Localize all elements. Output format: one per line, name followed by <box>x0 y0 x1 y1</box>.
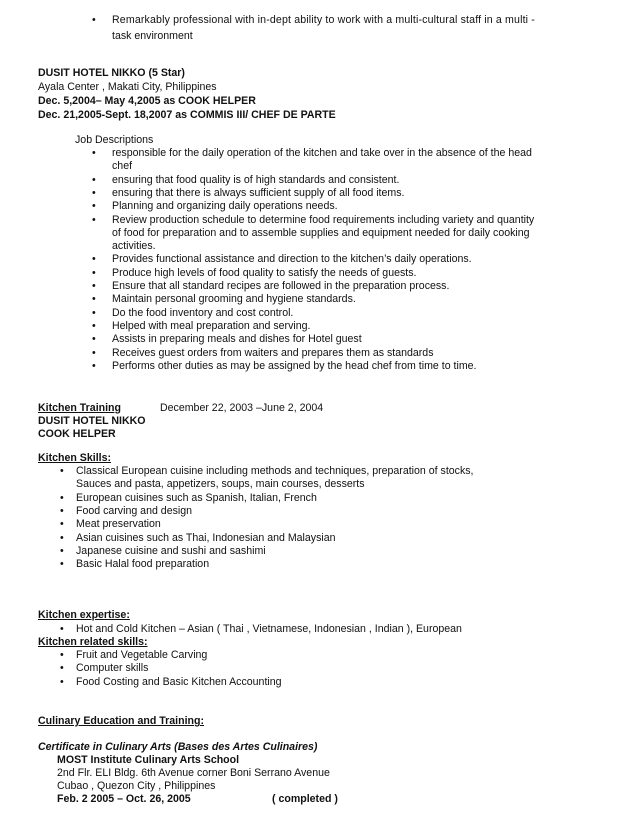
bullet-dot: • <box>92 359 96 372</box>
bullet-dot: • <box>92 280 96 292</box>
list-item: Receives guest orders from waiters and prepares them as standards <box>112 346 434 359</box>
top-bullet-line-2: task environment <box>112 30 193 42</box>
training-company: DUSIT HOTEL NIKKO <box>38 415 146 427</box>
list-item: Food carving and design <box>76 504 193 517</box>
bullet-dot: • <box>60 649 64 661</box>
list-item: responsible for the daily operation of the kitchen and take over in the absence of the head <box>112 147 532 159</box>
education-status: ( completed ) <box>272 793 338 805</box>
bullet-dot: • <box>60 504 64 517</box>
list-item: Japanese cuisine and sushi and sashimi <box>76 544 266 557</box>
list-item: Provides functional assistance and direction to the kitchen’s daily operations. <box>112 253 472 266</box>
list-item: ensuring that there is always sufficient supply of all food items. <box>112 186 405 199</box>
list-item: Review production schedule to determine food requirements including variety and quantity <box>112 213 535 226</box>
list-item: Computer skills <box>76 662 149 675</box>
list-item: Classical European cuisine including methods and techniques, preparation of stocks, <box>76 465 474 477</box>
kitchen-skills-heading: Kitchen Skills: <box>38 452 111 464</box>
bullet-dot: • <box>92 266 96 279</box>
bullet-dot: • <box>92 186 96 199</box>
list-item: Maintain personal grooming and hygiene standards. <box>112 293 356 306</box>
list-item: European cuisines such as Spanish, Italian, French <box>76 491 317 504</box>
education-address-2: Cubao , Quezon City , Philippines <box>57 780 216 792</box>
bullet-dot: • <box>60 623 64 635</box>
list-item: Food Costing and Basic Kitchen Accounting <box>76 675 282 688</box>
list-item: of food for preparation and to assemble supplies and equipment needed for daily cooking <box>112 226 530 239</box>
list-item: Assists in preparing meals and dishes for Hotel guest <box>112 333 362 346</box>
bullet-dot: • <box>92 173 96 186</box>
bullet-dot: • <box>92 14 96 26</box>
education-certificate: Certificate in Culinary Arts (Bases des Artes Culinaires) <box>38 741 318 753</box>
bullet-dot: • <box>60 531 64 544</box>
bullet-dot: • <box>92 147 96 159</box>
job1-company: DUSIT HOTEL NIKKO (5 Star) <box>38 67 185 79</box>
education-heading: Culinary Education and Training: <box>38 715 204 727</box>
training-heading-label: Kitchen Training <box>38 402 121 414</box>
list-item: Meat preservation <box>76 518 161 531</box>
bullet-dot: • <box>60 465 64 477</box>
list-item: ensuring that food quality is of high standards and consistent. <box>112 173 400 186</box>
list-item: Planning and organizing daily operations needs. <box>112 200 338 213</box>
education-dates: Feb. 2 2005 – Oct. 26, 2005 <box>57 793 191 805</box>
bullet-dot: • <box>92 333 96 346</box>
list-item: Fruit and Vegetable Carving <box>76 649 208 661</box>
training-role: COOK HELPER <box>38 428 116 440</box>
kitchen-related-heading: Kitchen related skills: <box>38 636 148 648</box>
education-school: MOST Institute Culinary Arts School <box>57 754 240 766</box>
education-address-1: 2nd Flr. ELI Bldg. 6th Avenue corner Boni Serrano Avenue <box>57 767 330 779</box>
list-item: chef <box>112 160 133 173</box>
job1-period-1: Dec. 5,2004– May 4,2005 as COOK HELPER <box>38 95 256 107</box>
bullet-dot: • <box>60 558 64 571</box>
bullet-dot: • <box>92 319 96 332</box>
bullet-dot: • <box>60 518 64 531</box>
list-item: Hot and Cold Kitchen – Asian ( Thai , Vietnamese, Indonesian , Indian ), European <box>76 623 462 635</box>
bullet-dot: • <box>60 675 64 688</box>
top-bullet-line-1: Remarkably professional with in-dept ability to work with a multi-cultural staff in a multi - <box>112 14 535 26</box>
bullet-dot: • <box>92 200 96 213</box>
job1-period-2: Dec. 21,2005-Sept. 18,2007 as COMMIS III/ CHEF DE PARTE <box>38 109 336 121</box>
job-descriptions-heading: Job Descriptions <box>75 134 154 146</box>
list-item: activities. <box>112 240 156 253</box>
list-item: Ensure that all standard recipes are followed in the preparation process. <box>112 280 450 292</box>
training-dates: December 22, 2003 –June 2, 2004 <box>160 402 324 414</box>
list-item: Sauces and pasta, appetizers, soups, main courses, desserts <box>76 478 365 491</box>
list-item: Helped with meal preparation and serving. <box>112 319 311 332</box>
bullet-dot: • <box>60 662 64 675</box>
bullet-dot: • <box>92 253 96 266</box>
list-item: Basic Halal food preparation <box>76 558 210 571</box>
list-item: Asian cuisines such as Thai, Indonesian and Malaysian <box>76 531 336 544</box>
bullet-dot: • <box>60 491 64 504</box>
bullet-dot: • <box>92 346 96 359</box>
bullet-dot: • <box>92 213 96 226</box>
training-heading <box>38 402 143 415</box>
bullet-dot: • <box>92 293 96 306</box>
list-item: Performs other duties as may be assigned by the head chef from time to time. <box>112 359 477 372</box>
kitchen-expertise-heading: Kitchen expertise: <box>38 609 130 621</box>
bullet-dot: • <box>60 544 64 557</box>
list-item: Produce high levels of food quality to satisfy the needs of guests. <box>112 266 417 279</box>
job1-location: Ayala Center , Makati City, Philippines <box>38 81 217 93</box>
list-item: Do the food inventory and cost control. <box>112 306 294 319</box>
bullet-dot: • <box>92 306 96 319</box>
